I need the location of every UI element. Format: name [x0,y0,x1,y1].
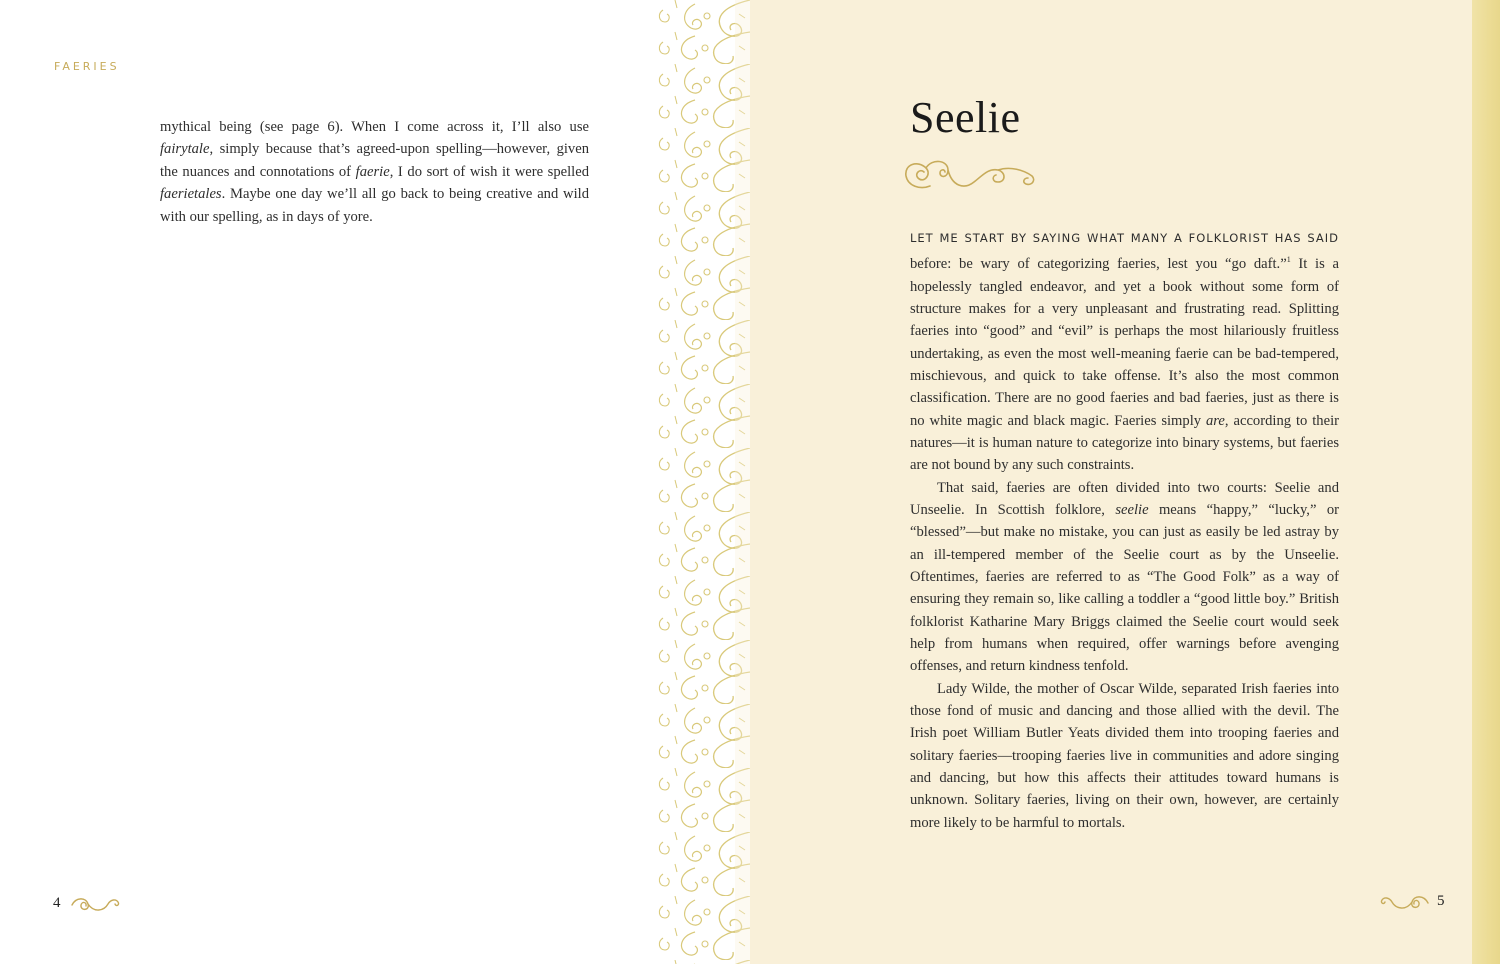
chapter-title: Seelie [910,93,1021,142]
left-paragraph-run: , I do sort of wish it were spelled [389,163,589,180]
page-edge [1472,0,1500,964]
left-paragraph-run: . Maybe one day we’ll all go back to being creative and wild with our spelling, as in days of yore. [160,186,589,225]
swash-flourish-icon [1378,891,1430,913]
para1-text-a: before: be wary of categorizing faeries, lest you “go daft.” [910,256,1287,273]
body-text [910,227,1339,834]
left-paragraph-run: , simply because that’s agreed-upon spelling—however, given the nuances and connotations of [160,141,589,180]
title-flourish-icon [902,156,1038,196]
right-page [750,0,1472,964]
left-paragraph-run: mythical being (see page 6). When I come across it, I’ll also use [160,119,589,135]
paragraph-3 [910,678,1339,834]
para2-italic: seelie [1115,501,1149,518]
left-page-paragraph [160,116,589,228]
page-number-right: 5 [1437,893,1445,909]
para1-italic: are [1206,412,1225,429]
footnote-marker: 1 [1286,255,1291,265]
para1-text-c: , according to their natures—it is human nature to categorize into binary systems, but faeries are not bound by any such constraints. [910,412,1339,474]
para1-text-b: It is a hopelessly tangled endeavor, and yet a book without some form of structure makes for a very unpleasant and frustrating read. Splitting faeries into “good” and “evil” is perhaps the most hilariously fruitless undertaking, as even the most well-meaning faerie can be bad-tempered, mischievous, and quick to take offense. It’s also the most common classification. There are no good faeries and bad faeries, just as there is no white magic and black magic. Faeries simply [910,256,1339,429]
left-page [0,0,655,964]
page-number-left: 4 [53,895,61,911]
left-paragraph-run: fairytale [160,141,210,158]
left-paragraph-run: faerietales [160,186,222,203]
left-paragraph-run: faerie [355,163,390,180]
lace-border-ornament [655,0,750,964]
running-head: FAERIES [54,60,120,73]
para2-text-b: means “happy,” “lucky,” or “blessed”—but make no mistake, you can just as easily be led astray by an ill-tempered member of the Seelie court as by the Unseelie. Oftentimes, faeries are referred to as “The Good Folk” as a way of ensuring they remain so, like calling a toddler a “good little boy.” British folklorist Katharine Mary Briggs claimed the Seelie court would seek help from humans when required, offer warnings before avenging offenses, and return kindness tenfold. [910,501,1339,675]
para3-text: Lady Wilde, the mother of Oscar Wilde, separated Irish faeries into those fond of music and dancing and those allied with the devil. The Irish poet William Butler Yeats divided them into trooping faeries and solitary faeries—trooping faeries live in communities and adore singing and dancing, but how this affects their attitudes toward humans is unknown. Solitary faeries, living on their own, however, are certainly more likely to be harmful to mortals. [910,680,1339,831]
paragraph-2 [910,477,1339,678]
para2-text-a: That said, faeries are often divided into two courts: Seelie and Unseelie. In Scottish folklore, [910,479,1339,518]
swash-flourish-icon [70,893,122,915]
lead-in: LET ME START BY SAYING WHAT MANY A FOLKLORIST HAS SAID [910,231,1339,245]
paragraph-1 [910,227,1339,477]
